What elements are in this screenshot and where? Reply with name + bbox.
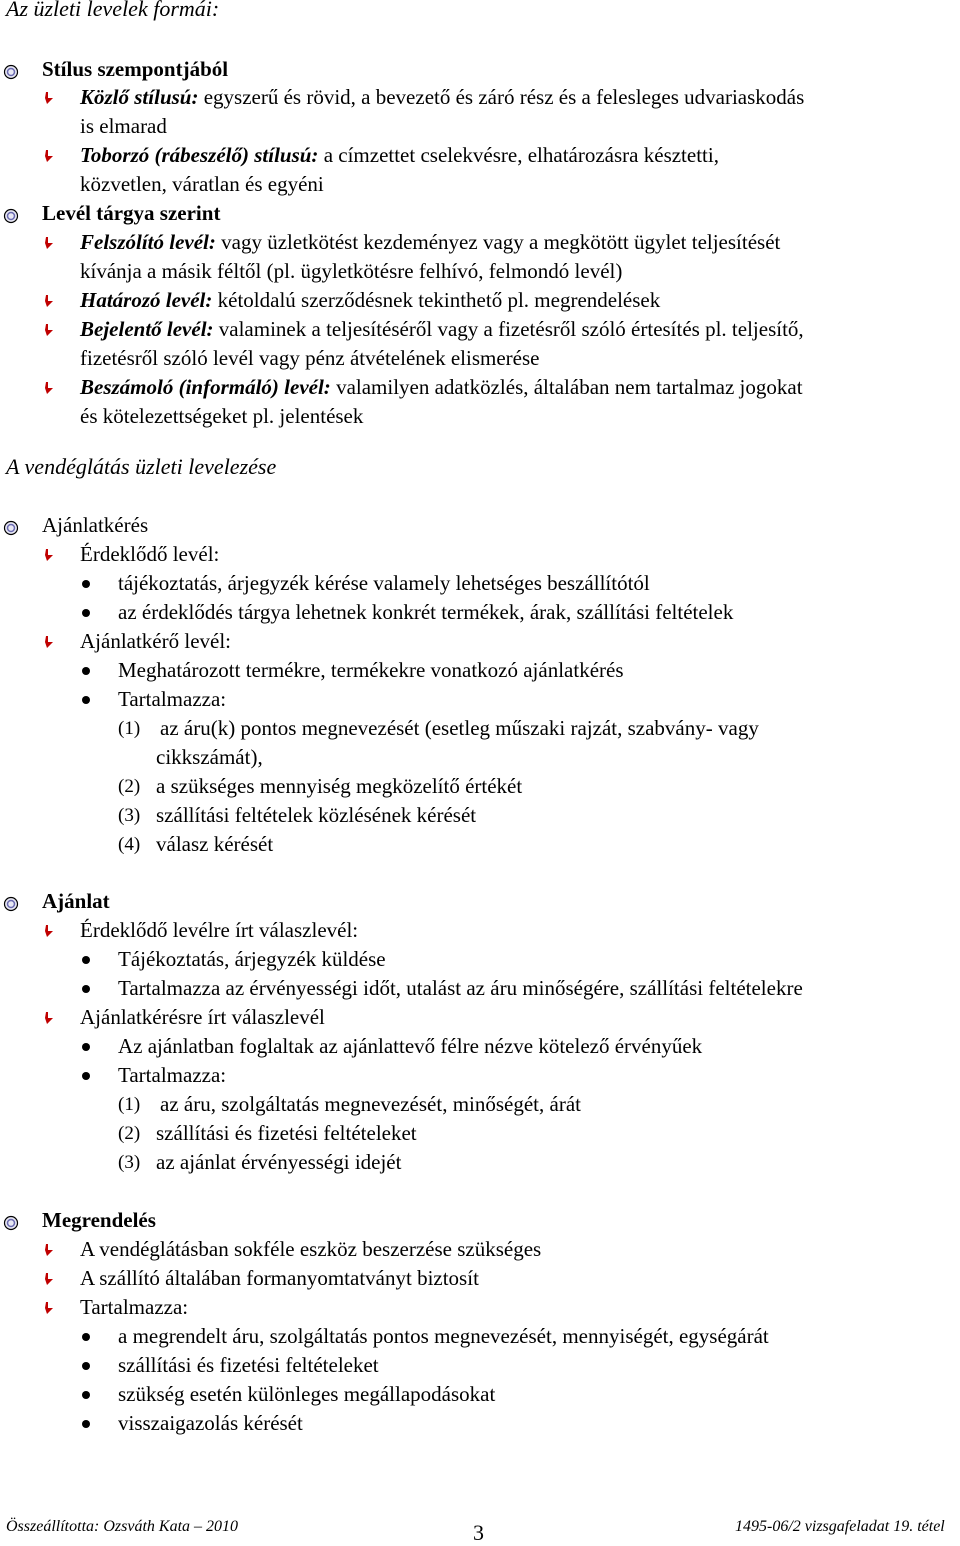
numbered-item: válasz kérését [156, 832, 274, 856]
numbered-item-cont: cikkszámát), [156, 745, 263, 769]
numbered-item: az áru(k) pontos megnevezését (esetleg műszaki rajzát, szabvány- vagy [160, 716, 759, 740]
item-erdeklodo-valasz: Érdeklődő levélre írt válaszlevél: [80, 918, 359, 942]
item-megrendeles-c: Tartalmazza: [80, 1295, 189, 1319]
arrow-bullet-icon [42, 924, 56, 938]
numbered-item: szállítási és fizetési feltételeket [156, 1121, 417, 1145]
arrow-bullet-icon [42, 91, 56, 105]
numbered-item: az áru, szolgáltatás megnevezését, minőségét, árát [160, 1092, 581, 1116]
arrow-bullet-icon [42, 548, 56, 562]
item-hatarozo: Határozó levél: kétoldalú szerződésnek tekinthető pl. megrendelések [80, 288, 661, 312]
footer-author: Összeállította: Ozsváth Kata – 2010 [6, 1518, 239, 1535]
dot-bullet-icon [82, 1072, 90, 1080]
disc-bullet-icon [3, 520, 19, 536]
item-megrendeles-b: A szállító általában formanyomtatványt biztosít [80, 1266, 479, 1290]
item-erdeklodo-1: tájékoztatás, árjegyzék kérése valamely lehetséges beszállítótól [118, 571, 650, 595]
number-label: (1) [118, 718, 141, 739]
arrow-bullet-icon [42, 1301, 56, 1315]
heading-stilus: Stílus szempontjából [42, 57, 229, 81]
dot-bullet-icon [82, 1333, 90, 1341]
item-ajanlatkero-2: Tartalmazza: [118, 687, 227, 711]
item-ajanlat-b1: Az ajánlatban foglaltak az ajánlattevő félre nézve kötelező érvényűek [118, 1034, 703, 1058]
item-kozlo-cont: is elmarad [80, 114, 167, 138]
dot-bullet-icon [82, 1420, 90, 1428]
dot-bullet-icon [82, 696, 90, 704]
item-erdeklodo: Érdeklődő levél: [80, 542, 220, 566]
dot-bullet-icon [82, 1391, 90, 1399]
item-bejelento-cont: fizetésről szóló levél vagy pénz átvételének elismerése [80, 346, 540, 370]
numbered-item: szállítási feltételek közlésének kérését [156, 803, 477, 827]
arrow-bullet-icon [42, 323, 56, 337]
dot-bullet-icon [82, 956, 90, 964]
heading-level-targya: Levél tárgya szerint [42, 201, 221, 225]
number-label: (4) [118, 834, 141, 855]
item-megrendeles-c4: visszaigazolás kérését [118, 1411, 303, 1435]
number-label: (3) [118, 805, 141, 826]
disc-bullet-icon [3, 64, 19, 80]
arrow-bullet-icon [42, 149, 56, 163]
item-beszamolo: Beszámoló (informáló) levél: valamilyen adatközlés, általában nem tartalmaz jogokat [80, 375, 803, 399]
item-ajanlatkero: Ajánlatkérő levél: [80, 629, 232, 653]
heading-megrendeles: Megrendelés [42, 1208, 156, 1232]
heading-ajanlat: Ajánlat [42, 889, 110, 913]
number-label: (2) [118, 776, 141, 797]
disc-bullet-icon [3, 1215, 19, 1231]
item-megrendeles-c2: szállítási és fizetési feltételeket [118, 1353, 379, 1377]
item-megrendeles-a: A vendéglátásban sokféle eszköz beszerzése szükséges [80, 1237, 542, 1261]
number-label: (2) [118, 1123, 141, 1144]
section-heading: A vendéglátás üzleti levelezése [6, 454, 277, 479]
item-ajanlatkeresre: Ajánlatkérésre írt válaszlevél [80, 1005, 325, 1029]
dot-bullet-icon [82, 580, 90, 588]
item-ajanlat-b2: Tartalmazza: [118, 1063, 227, 1087]
arrow-bullet-icon [42, 236, 56, 250]
number-label: (3) [118, 1152, 141, 1173]
numbered-item: a szükséges mennyiség megközelítő értékét [156, 774, 523, 798]
item-felszolito-cont: kívánja a másik féltől (pl. ügyletkötésre felhívó, felmondó levél) [80, 259, 623, 283]
dot-bullet-icon [82, 667, 90, 675]
item-ajanlat-a1: Tájékoztatás, árjegyzék küldése [118, 947, 386, 971]
item-megrendeles-c1: a megrendelt áru, szolgáltatás pontos megnevezését, mennyiségét, egységárát [118, 1324, 769, 1348]
disc-bullet-icon [3, 896, 19, 912]
item-ajanlatkero-1: Meghatározott termékre, termékekre vonatkozó ajánlatkérés [118, 658, 624, 682]
item-bejelento: Bejelentő levél: valaminek a teljesítéséről vagy a fizetésről szóló értesítés pl. teljesítő, [80, 317, 804, 341]
heading-ajanlatkeres: Ajánlatkérés [42, 513, 149, 537]
item-erdeklodo-2: az érdeklődés tárgya lehetnek konkrét termékek, árak, szállítási feltételek [118, 600, 734, 624]
item-megrendeles-c3: szükség esetén különleges megállapodásokat [118, 1382, 496, 1406]
dot-bullet-icon [82, 985, 90, 993]
item-toborzo-cont: közvetlen, váratlan és egyéni [80, 172, 324, 196]
item-kozlo: Közlő stílusú: egyszerű és rövid, a bevezető és záró rész és a felesleges udvariaskodás [80, 85, 805, 109]
arrow-bullet-icon [42, 1243, 56, 1257]
footer-exam-id: 1495-06/2 vizsgafeladat 19. tétel [735, 1518, 945, 1535]
page-title: Az üzleti levelek formái: [6, 0, 220, 21]
numbered-item: az ajánlat érvényességi idejét [156, 1150, 402, 1174]
item-toborzo: Toborzó (rábeszélő) stílusú: a címzettet cselekvésre, elhatározásra késztetti, [80, 143, 719, 167]
page-number: 3 [473, 1520, 484, 1545]
dot-bullet-icon [82, 1362, 90, 1370]
dot-bullet-icon [82, 609, 90, 617]
arrow-bullet-icon [42, 1272, 56, 1286]
arrow-bullet-icon [42, 635, 56, 649]
arrow-bullet-icon [42, 294, 56, 308]
arrow-bullet-icon [42, 381, 56, 395]
item-felszolito: Felszólító levél: vagy üzletkötést kezdeményez vagy a megkötött ügylet teljesítését [80, 230, 781, 254]
number-label: (1) [118, 1094, 141, 1115]
dot-bullet-icon [82, 1043, 90, 1051]
arrow-bullet-icon [42, 1011, 56, 1025]
disc-bullet-icon [3, 208, 19, 224]
item-ajanlat-a2: Tartalmazza az érvényességi időt, utalást az áru minőségére, szállítási feltételekre [118, 976, 803, 1000]
item-beszamolo-cont: és kötelezettségeket pl. jelentések [80, 404, 364, 428]
